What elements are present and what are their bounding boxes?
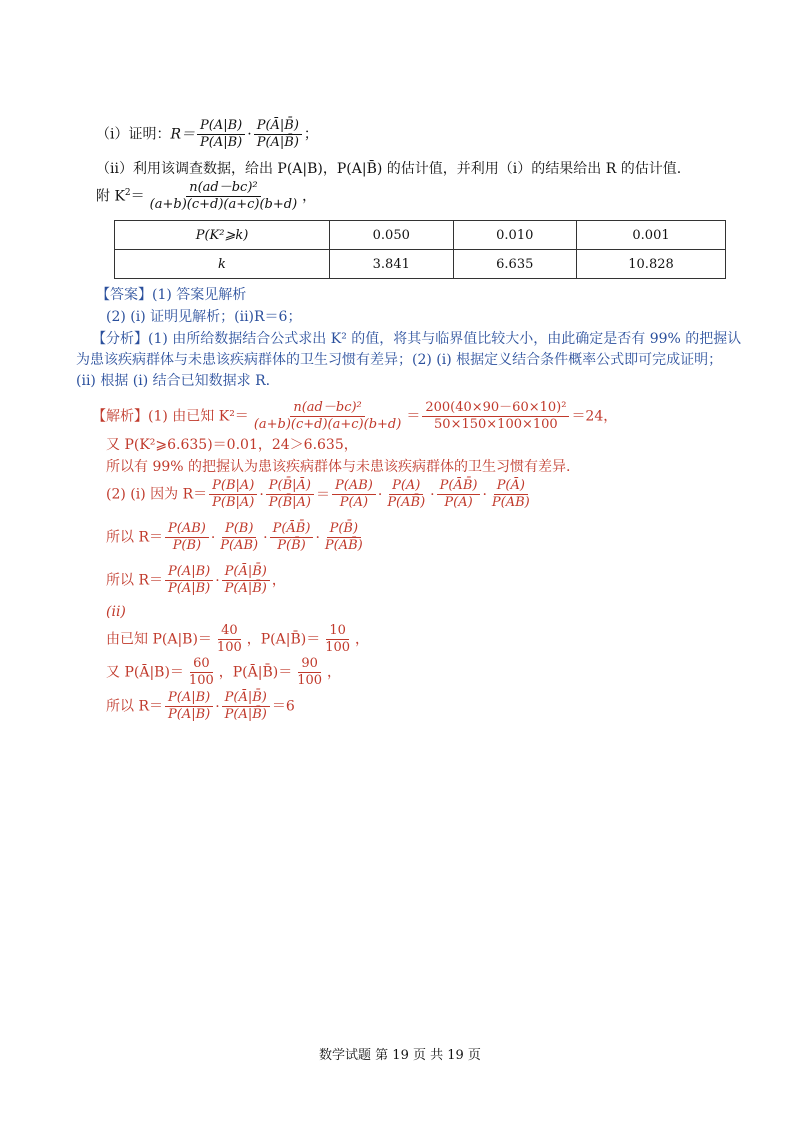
fraction — [422, 400, 569, 433]
denominator: 100 — [325, 640, 351, 655]
numerator: n(ad－bc)² — [186, 180, 260, 197]
table-cell: 0.050 — [330, 221, 454, 250]
fraction — [222, 690, 270, 723]
solution-text: ＝6 — [271, 698, 295, 715]
numerator: P(Ā|B̄) — [254, 118, 302, 135]
exponent: 2 — [124, 187, 131, 198]
solution-text: 又 P(Ā|B)＝ — [106, 664, 184, 681]
numerator: P(B|A) — [209, 478, 257, 495]
table-cell: 6.635 — [453, 250, 577, 279]
denominator: P(A|B̄) — [256, 135, 299, 150]
solution-line-7: (ii) — [106, 604, 126, 620]
punct: ， — [355, 631, 370, 648]
table-cell: 3.841 — [330, 250, 454, 279]
fraction-group — [207, 478, 535, 510]
numerator: 10 — [326, 623, 349, 640]
denominator: (a+b)(c+d)(a+c)(b+d) — [149, 197, 298, 212]
table-cell: 0.001 — [577, 221, 726, 250]
fraction — [437, 478, 481, 511]
numerator: 90 — [298, 656, 321, 673]
operator: · — [482, 486, 487, 503]
denominator: P(B̄) — [277, 538, 306, 553]
solution-tag: 【解析】 — [92, 408, 148, 425]
denominator: P(B|Ā) — [212, 495, 255, 510]
operator: · — [215, 572, 220, 589]
numerator: P(ĀB̄) — [270, 521, 314, 538]
solution-line-9 — [106, 656, 341, 689]
fraction — [384, 478, 428, 511]
denominator: 100 — [297, 673, 323, 688]
analysis-line-2: 为患该疾病群体与未患该疾病群体的卫生习惯有差异；(2) (i) 根据定义结合条件概率公式即可完成证明； — [76, 352, 723, 368]
answer-line-2: (2) (i) 证明见解析；(ii)R＝6； — [106, 309, 302, 325]
table-cell: k — [115, 250, 330, 279]
fraction — [147, 180, 301, 213]
denominator: P(ĀB) — [220, 538, 259, 553]
table-cell: 10.828 — [577, 250, 726, 279]
question-part-i: （ⅰ）证明：R＝ $\frac{P(A|B)}{P(Ā|B)}$ · $\frac{P(Ā|B̄)}{P(A|B̄)}$ ； — [96, 118, 318, 150]
numerator: 60 — [190, 656, 213, 673]
solution-text: 所以 R＝ — [106, 698, 163, 715]
solution-text: 由已知 P(A|B)＝ — [106, 631, 212, 648]
answer-tag: 【答案】 — [96, 287, 152, 303]
fraction — [222, 564, 270, 597]
operator: · — [315, 529, 320, 546]
numerator: P(Ā) — [494, 478, 528, 495]
solution-text: ，P(A|B̄)＝ — [246, 631, 321, 648]
denominator: 100 — [188, 673, 214, 688]
denominator: P(B̄|A) — [268, 495, 312, 510]
fraction — [217, 521, 261, 554]
denominator: P(Ā|B) — [168, 707, 211, 722]
punct: ； — [303, 126, 318, 143]
answer-text: (1) 答案见解析 — [152, 287, 247, 303]
operator: · — [215, 698, 220, 715]
solution-line-3: 所以有 99% 的把握认为患该疾病群体与未患该疾病群体的卫生习惯有差异. — [106, 459, 571, 475]
punct: ， — [302, 188, 317, 205]
numerator: P(B̄) — [327, 521, 361, 538]
numerator: P(A|B) — [197, 118, 245, 135]
fraction — [266, 478, 314, 511]
formula-prefix: 附 K — [96, 188, 125, 205]
numerator: 200(40×90－60×10)² — [422, 400, 569, 417]
solution-line-2: 又 P(K²⩾6.635)＝0.01，24＞6.635， — [106, 437, 358, 453]
equals: ＝ — [130, 188, 145, 205]
fraction-group — [163, 521, 368, 553]
denominator: P(Ā|B) — [168, 581, 211, 596]
solution-text: 所以 R＝ — [106, 572, 163, 589]
denominator: P(Ā|B) — [200, 135, 243, 150]
page-footer: 数学试题 第 19 页 共 19 页 — [319, 1048, 481, 1063]
solution-text: ，P(Ā|B̄)＝ — [218, 664, 293, 681]
formula-k2 — [96, 180, 316, 213]
numerator: P(ĀB̄) — [437, 478, 481, 495]
question-part-ii: （ⅱ）利用该调查数据，给出 P(A|B)，P(A|B̄) 的估计值，并利用（ⅰ）的结果给出 R 的估计值. — [96, 161, 682, 177]
denominator: P(A|B̄) — [224, 707, 267, 722]
fraction — [294, 656, 325, 689]
part-label: （ⅰ）证明： — [96, 126, 171, 143]
fraction — [254, 118, 302, 151]
table-cell: 0.010 — [453, 221, 577, 250]
numerator: 40 — [218, 623, 241, 640]
fraction — [322, 521, 366, 554]
critical-value-table — [114, 220, 726, 279]
operator: · — [430, 486, 435, 503]
solution-text: ＝24， — [571, 408, 618, 425]
numerator: P(Ā|B̄) — [222, 690, 270, 707]
fraction — [186, 656, 217, 689]
numerator: P(B) — [222, 521, 256, 538]
punct: ， — [327, 664, 342, 681]
denominator: P(B) — [172, 538, 202, 553]
analysis-line-1 — [92, 330, 741, 348]
numerator: P(A) — [389, 478, 423, 495]
table-cell: P(K²⩾k) — [115, 221, 330, 250]
fraction — [197, 118, 245, 151]
operator: · — [259, 486, 264, 503]
solution-line-4 — [106, 478, 535, 511]
numerator: P(AB) — [165, 521, 209, 538]
answer-line-1 — [96, 286, 246, 304]
fraction — [165, 564, 213, 597]
operator: · — [263, 529, 268, 546]
solution-line-1: 【解析】(1) 由已知 K²＝ $\frac{\text{n(ad－bc)²}}{(a+b)(c+d)(a+c)(b+d)}$ ＝ $\frac{\text{200(40×90－60×10)²}}{50\times 150\times 100\times 100}$ ＝24， — [92, 400, 618, 432]
fraction — [489, 478, 533, 511]
fraction-group — [163, 564, 272, 596]
denominator: P(A|B̄) — [224, 581, 267, 596]
fraction — [209, 478, 257, 511]
numerator: P(A|B) — [165, 690, 213, 707]
fraction — [165, 521, 209, 554]
denominator: P(Ā) — [444, 495, 473, 510]
numerator: P(B̄|Ā) — [266, 478, 314, 495]
punct: ， — [271, 572, 286, 589]
fraction-group — [163, 690, 272, 722]
denominator: P(A) — [339, 495, 369, 510]
denominator: 100 — [216, 640, 242, 655]
analysis-tag: 【分析】 — [92, 331, 148, 347]
numerator: P(A|B) — [165, 564, 213, 581]
fraction — [214, 623, 245, 656]
operator: · — [377, 486, 383, 503]
operator: ＝ — [316, 486, 331, 503]
fraction — [270, 521, 314, 554]
analysis-text: (1) 由所给数据结合公式求出 K² 的值，将其与临界值比较大小，由此确定是否有 99% 的把握认 — [148, 331, 742, 347]
denominator: P(ĀB) — [491, 495, 530, 510]
numerator: P(AB) — [332, 478, 376, 495]
solution-text: (2) (i) 因为 R＝ — [106, 486, 208, 503]
numerator: P(Ā|B̄) — [222, 564, 270, 581]
numerator: n(ad－bc)² — [290, 400, 364, 417]
table-row — [115, 250, 726, 279]
denominator: (a+b)(c+d)(a+c)(b+d) — [253, 417, 402, 432]
analysis-line-3: (ii) 根据 (i) 结合已知数据求 R. — [76, 373, 271, 389]
solution-text: (1) 由已知 K²＝ — [148, 408, 249, 425]
table-row — [115, 221, 726, 250]
fraction — [251, 400, 405, 433]
denominator: P(AB̄) — [324, 538, 363, 553]
solution-line-5 — [106, 521, 368, 554]
solution-line-8 — [106, 623, 369, 656]
solution-line-10 — [106, 690, 295, 723]
solution-line-6 — [106, 564, 286, 597]
fraction — [332, 478, 376, 511]
denominator: P(AB̄) — [387, 495, 426, 510]
operator: · — [210, 529, 216, 546]
fraction — [165, 690, 213, 723]
expr-lhs: R＝ — [170, 126, 196, 143]
denominator: 50×150×100×100 — [434, 417, 558, 432]
solution-text: 所以 R＝ — [106, 529, 163, 546]
fraction — [322, 623, 353, 656]
